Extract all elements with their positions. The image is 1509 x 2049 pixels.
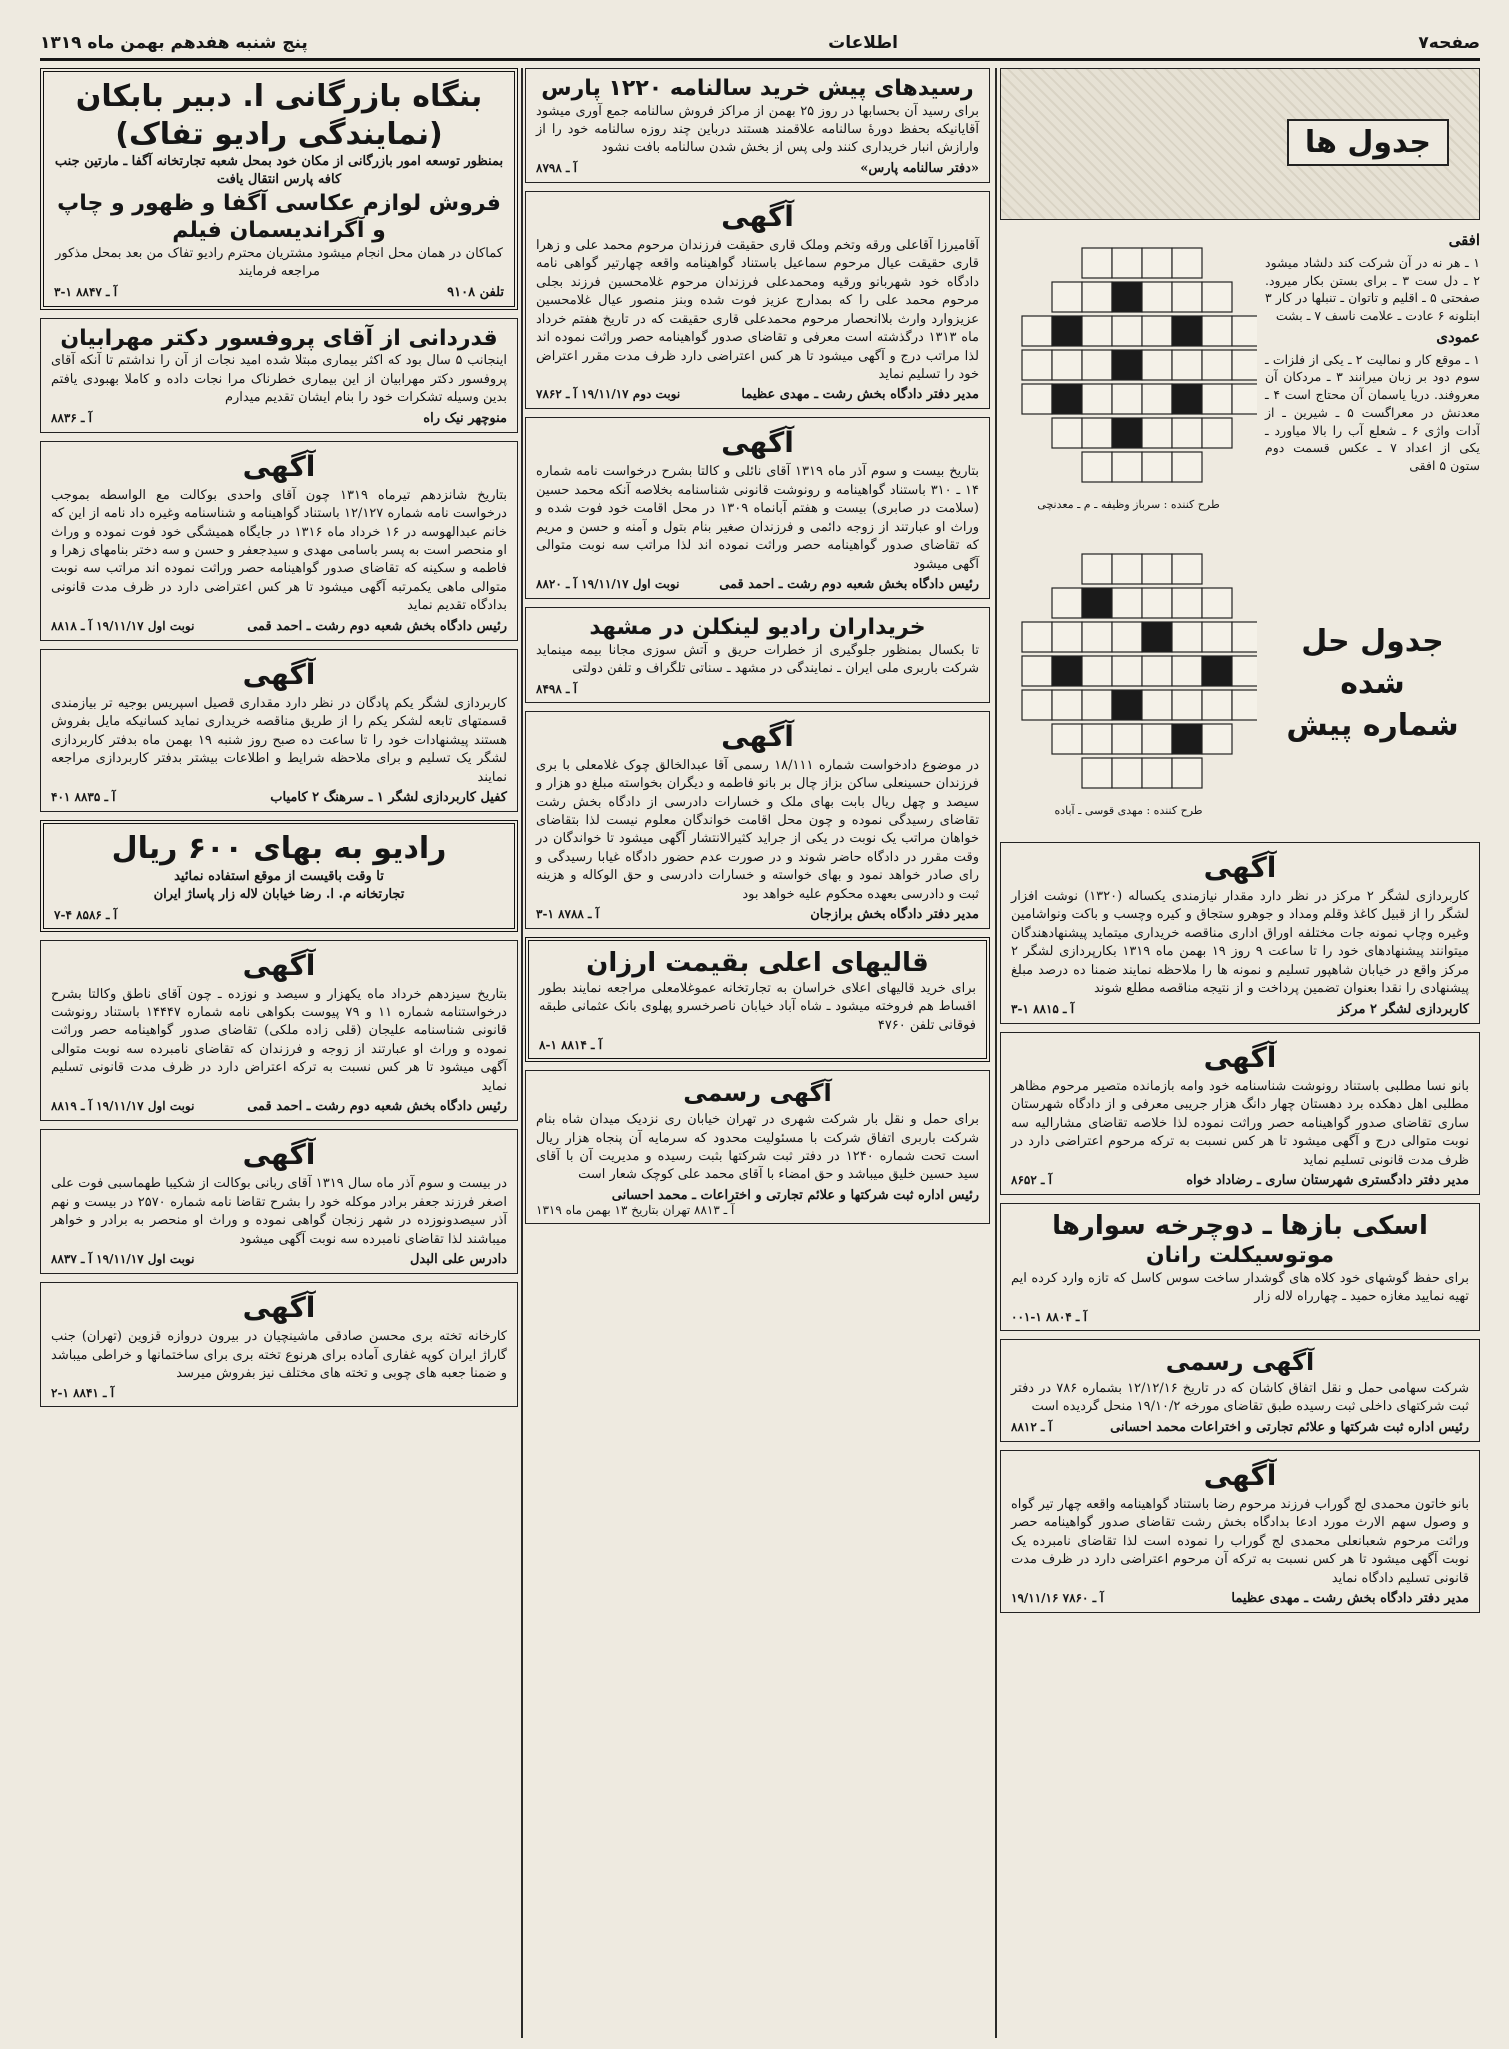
right-column <box>1000 68 1480 1621</box>
grid-cell <box>1202 316 1232 346</box>
left-ad-1-footer <box>54 285 504 300</box>
left-ad-2-sign: منوچهر نیک راه <box>423 410 507 426</box>
mid-ad-4 <box>525 607 990 702</box>
right-ad-1-code: آ ـ ۸۸۱۵ ۱-۳ <box>1011 1001 1075 1016</box>
mid-ad-2-sign: مدیر دفتر دادگاه بخش رشت ـ مهدی عظیما <box>741 387 979 403</box>
left-ad-7 <box>40 1129 518 1274</box>
right-ad-3-footer <box>1011 1310 1469 1324</box>
grid-cell <box>1052 384 1082 414</box>
right-ad-5-text: بانو خاتون محمدی لج گوراب فرزند مرحوم رضا باستناد گواهینامه واقعه چهار تیر گواه و وصول سهم الارث مورد ادعا بدادگاه بخش رشت تقاضای صدور گواهینامه حصر وراثت مرحوم شعبانعلی محمدی لج گوراب را نموده است لذا تقاضای نامبرده یک نوبت آگهی میشود تا هر کس نسبت به ترکه آن مرحوم اعتراضی دارد در ظرف مدت قانونی تسلیم دادگاه نماید <box>1011 1496 1469 1586</box>
grid-cell <box>1052 350 1082 380</box>
mid-ad-1 <box>525 68 990 183</box>
grid-cell <box>1052 724 1082 754</box>
left-ad-8 <box>40 1282 518 1407</box>
grid-cell <box>1202 656 1232 686</box>
mid-ad-3 <box>525 417 990 599</box>
grid-cell <box>1082 384 1112 414</box>
mid-ad-3-code: نوبت اول ۱۹/۱۱/۱۷ آ ـ ۸۸۲۰ <box>536 577 680 592</box>
grid-cell <box>1112 248 1142 278</box>
left-ad-7-text: در بیست و سوم آذر ماه سال ۱۳۱۹ آقای ربانی بوکالت از شکیبا طهماسبی فوت علی اصغر فرزند جعفر برادر موکله خود را بشرح تقاضا نامه شماره ۲۵۷۰ در بیست و نهم آذر سیصدونوزده در شهر زنجان گواهی نموده و وراث او منحصر به برادر و خواهر میباشند لذا تقاضای نامبرده سه نوبت آگهی میشود <box>51 1176 507 1247</box>
left-ad-5-code: آ ـ ۸۵۸۶ ۴-۷ <box>54 907 118 922</box>
right-ad-5-code: آ ـ ۷۸۶۰ ۱۹/۱۱/۱۶ <box>1011 1591 1104 1606</box>
mid-ad-3-sign: رئیس دادگاه بخش شعبه دوم رشت ـ احمد قمی <box>719 577 979 593</box>
solved-credit: طرح کننده : مهدی قوسی ـ آباده <box>1054 804 1203 817</box>
right-ad-1-footer <box>1011 1002 1469 1017</box>
crossword-grid <box>1007 228 1257 498</box>
left-ad-2 <box>40 318 518 433</box>
left-ad-1 <box>40 68 518 310</box>
mid-ad-1-code: آ ـ ۸۷۹۸ <box>536 160 577 175</box>
mid-ad-3-title: آگهی <box>721 426 794 460</box>
left-ad-4-sign: کفیل کاربردازی لشگر ۱ ـ سرهنگ ۲ کامیاب <box>270 790 507 806</box>
mid-ad-6-code: آ ـ ۸۸۱۴ ۱-۸ <box>539 1038 603 1053</box>
left-ad-3 <box>40 441 518 641</box>
mid-ad-2-title: آگهی <box>721 199 794 233</box>
grid-cell <box>1172 554 1202 584</box>
mid-ad-4-text: تا بکسال بمنظور جلوگیری از خطرات حریق و آتش سوزی مجانا بیمه مینماید شرکت باربری ملی ایران ـ نمایندگی در مشهد ـ سناتی تلگراف و تلفن دولتی <box>536 642 979 677</box>
left-ad-1-text2: کماکان در همان محل انجام میشود مشتریان محترم رادیو تفاک من بعد بمحل مذکور مراجعه فرمایند <box>55 245 503 280</box>
grid-cell <box>1232 350 1257 380</box>
left-ad-1-title: بنگاه بازرگانی ا. دبیر بابکان <box>75 79 483 114</box>
right-ad-2-text: بانو نسا مطلبی باستناد رونوشت شناسنامه خود وامه بازمانده متصیر مرحوم مظاهر مطلبی اهل دهکده برد دهستان چهار دانگ هزار جریبی معرفی و از دادگاه شهرستان ساری تقاضای صدور گواهینامه حصر وراثت نموده لذا خلاصه تقاضای مشارالیه سه نوبت متوالی درج و آگهی میشود تا هر کس نسبت به ترکه مرحوم اعتراضی دارد در ظرف مدت قانونی تسلیم نماید <box>1011 1078 1469 1168</box>
grid-cell <box>1112 724 1142 754</box>
mid-ad-5-title: آگهی <box>721 719 794 753</box>
grid-cell <box>1082 724 1112 754</box>
crossword-grid-wrap <box>1000 228 1257 528</box>
grid-cell <box>1202 418 1232 448</box>
left-ad-4-title: آگهی <box>242 657 316 691</box>
grid-cell <box>1112 418 1142 448</box>
right-ad-5-title: آگهی <box>1203 1458 1277 1492</box>
left-ad-5-footer <box>54 908 504 922</box>
grid-cell <box>1022 656 1052 686</box>
right-ad-2 <box>1000 1032 1480 1195</box>
grid-cell <box>1142 350 1172 380</box>
left-ad-5-title: رادیو به بهای ۶۰۰ ریال <box>111 831 447 867</box>
mid-ad-5-footer <box>536 907 979 922</box>
left-ad-8-title: آگهی <box>242 1291 316 1325</box>
mid-ad-7-title: آگهی رسمی <box>683 1079 832 1108</box>
across-clues: ۱ ـ هر نه در آن شرکت کند دلشاد میشود ۲ ـ دل ست ۳ ـ برای بستن بکار میرود. صفحتی ۵ ـ اقلیم و تاتوان ـ تنبلها در کار ۳ ابتلونه ۶ عادت ـ علامت ناسف ۷ ـ بشت <box>1265 254 1480 323</box>
left-ad-8-code: آ ـ ۸۸۴۱ ۱-۲ <box>51 1386 115 1401</box>
grid-cell <box>1202 588 1232 618</box>
grid-cell <box>1082 452 1112 482</box>
grid-cell <box>1052 656 1082 686</box>
crossword-title: جدول ها <box>1287 119 1449 166</box>
grid-cell <box>1172 384 1202 414</box>
left-ad-2-title: قدردانی از آقای پروفسور دکتر مهرابیان <box>60 325 498 351</box>
left-ad-2-text: اینجانب ۵ سال بود که اکثر بیماری مبتلا شده امید نجات از آن را نداشتم تا آنکه آقای پروفسور دکتر مهرابیان از این بیماری خطرناک مرا نجات داده و کاملا بهبودی یافتم بدین وسیله تشکرات خود را بنام ایشان تقدیم میدارم <box>51 353 507 406</box>
crossword-clues <box>1265 228 1480 528</box>
grid-cell <box>1172 316 1202 346</box>
grid-cell <box>1082 656 1112 686</box>
mid-ad-4-title: خریداران رادیو لینکلن در مشهد <box>589 615 926 641</box>
grid-cell <box>1082 554 1112 584</box>
grid-cell <box>1142 656 1172 686</box>
left-ad-3-code: نوبت اول ۱۹/۱۱/۱۷ آ ـ ۸۸۱۸ <box>51 618 195 633</box>
mid-ad-7-sign: رئیس اداره ثبت شرکتها و علائم تجارتی و اختراعات ـ محمد احسانی <box>611 1187 979 1203</box>
grid-cell <box>1112 452 1142 482</box>
mid-ad-2 <box>525 191 990 410</box>
right-ad-3 <box>1000 1203 1480 1331</box>
left-ad-1-text: بمنظور توسعه امور بازرگانی از مکان خود بمحل شعبه تجارتخانه آگفا ـ مارتین جنب کافه پارس انتقال یافت <box>54 154 504 188</box>
grid-cell <box>1022 690 1052 720</box>
grid-cell <box>1142 452 1172 482</box>
grid-cell <box>1082 350 1112 380</box>
grid-cell <box>1082 588 1112 618</box>
grid-cell <box>1112 350 1142 380</box>
left-ad-3-footer <box>51 619 507 634</box>
grid-cell <box>1082 282 1112 312</box>
grid-cell <box>1232 690 1257 720</box>
right-ad-4-code: آ ـ ۸۸۱۲ <box>1011 1419 1052 1434</box>
mid-ad-7 <box>525 1070 990 1224</box>
left-ad-8-footer <box>51 1386 507 1400</box>
mid-ad-6-footer <box>539 1038 976 1052</box>
mid-ad-7-footer <box>536 1188 979 1203</box>
right-ad-2-title: آگهی <box>1203 1040 1277 1074</box>
grid-cell <box>1232 316 1257 346</box>
mid-ad-7-code: آ ـ ۸۸۱۳ تهران بتاریخ ۱۳ بهمن ماه ۱۳۱۹ <box>536 1202 735 1217</box>
right-ad-4-title: آگهی رسمی <box>1165 1347 1315 1376</box>
grid-cell <box>1052 418 1082 448</box>
grid-cell <box>1082 316 1112 346</box>
crossword-section <box>1000 228 1480 528</box>
mid-ad-5-text: در موضوع دادخواست شماره ۱۸/۱۱۱ رسمی آقا عبدالخالق چوک غلامعلی با بری فرزندان حسینعلی ساکن بزاز چال بر بانو فاطمه و دیگران بخواسته مبلغ دو هزار و سیصد و چهل ریال بابت بهای ملک و خسارات دادرسی از دادگاه بخش رشت تقاضای رسیدگی نموده و چون محل اقامت خواندگان معلوم نیست لذا بتقاضای خواهان مراتب یک نوبت در یکی از جراید کثیرالانتشار آگهی میشود تا خواندگان در وقت مقرر در دادگاه حاضر شوند و در صورت عدم حضور دادگاه غیابا رسیدگی و رای صادر خواهد نمود و بهای خواسته و خسارات دادرسی و حق الوکاله و هزینه ثبت و دادرسی بعهده محکوم علیه خواهد بود <box>536 757 979 902</box>
grid-cell <box>1052 316 1082 346</box>
left-ad-1-code: آ ـ ۸۸۴۷ ۱-۳ <box>54 284 118 299</box>
grid-cell <box>1082 622 1112 652</box>
left-ad-3-title: آگهی <box>242 449 316 483</box>
left-ad-7-footer <box>51 1252 507 1267</box>
down-heading: عمودی <box>1436 327 1480 346</box>
grid-cell <box>1112 554 1142 584</box>
grid-cell <box>1172 248 1202 278</box>
grid-cell <box>1202 384 1232 414</box>
left-ad-4-footer <box>51 790 507 805</box>
right-ad-1-title: آگهی <box>1203 851 1277 884</box>
left-ad-7-sign: دادرس علی البدل <box>409 1252 507 1268</box>
left-ad-3-sign: رئیس دادگاه بخش شعبه دوم رشت ـ احمد قمی <box>247 618 507 634</box>
grid-cell <box>1082 690 1112 720</box>
mid-ad-2-text: آقامیرزا آقاعلی ورقه وتخم وملک قاری حقیقت فرزندان مرحوم محمد علی و زهرا قاری حقیقت عیال مرحوم سماعیل باستناد گواهینامه واقعه چهارتیر گواهی نامه دادگاه خود شهربانو ورقیه ومحمدعلی فرزندان مرحوم غلامحسین فرزند بجلی مرحوم محمد علی را که بمدارج عزیز فوت شده وبنز منصور عیال غلامحسین عزیزوارد وارث بلاانحصار مرحوم محمدعلی قاری حقیقت که در تاریخ هفتم خرداد ماه ۱۳۱۳ درگذشته است معرفی و تقاضای صدور گواهینامه حصر وراثت نموده اند لذا مراتب درج و آگهی میشود تا هر کس اعتراضی دارد ظرف مدت مقرر اعتراض خود را تسلیم نماید <box>536 237 979 383</box>
right-ad-5 <box>1000 1450 1480 1613</box>
grid-cell <box>1142 690 1172 720</box>
left-ad-6 <box>40 940 518 1122</box>
grid-cell <box>1082 418 1112 448</box>
grid-cell <box>1232 622 1257 652</box>
right-ad-4-text: شرکت سهامی حمل و نقل اتفاق کاشان که در تاریخ ۱۲/۱۲/۱۶ بشماره ۷۸۶ در دفتر ثبت شرکتهای داخلی ثبت رسیده طبق تقاضای مورخه ۱۹/۱۰/۲ منحل گردیده است <box>1011 1380 1470 1415</box>
mid-ad-6-text: برای خرید قالیهای اعلای خراسان به تجارتخانه عموغلامعلی مراجعه نمایند بطور اقساط هم فروخته میشود ـ شاه آباد خیابان ناصرخسرو پهلوی بانک عثمانی طبقه فوقانی تلفن ۴۷۶۰ <box>539 980 976 1033</box>
left-ad-2-code: آ ـ ۸۸۳۶ <box>51 410 92 425</box>
mid-ad-5 <box>525 711 990 930</box>
left-ad-2-footer <box>51 411 507 426</box>
left-ad-6-text: بتاریخ سیزدهم خرداد ماه یکهزار و سیصد و نوزده ـ چون آقای ناطق وکالتا بشرح درخواستنامه شماره ۱۱ و ۷۹ پیوست بکواهی نامه شماره ۱۴۴۴۷ باستناد رونوشت قانونی شناسنامه علیجان (قلی زاده ملکی) تقاضای صدور گواهینامه حصر وراثت نموده و وراث او عبارتند از زوجه و فرزندان که تقاضای نامبرده سه نوبت متوالی آگهی میشود تا هر کس نسبت به ترکه اعتراض دارد در ظرف مدت قانونی تسلیم نماید <box>51 986 507 1094</box>
crossword-credit: طرح کننده : سرباز وظیفه ـ م ـ معدنچی <box>1037 498 1220 511</box>
grid-cell <box>1052 588 1082 618</box>
left-ad-6-sign: رئیس دادگاه بخش شعبه دوم رشت ـ احمد قمی <box>247 1099 507 1115</box>
solved-title-line2: شماره پیش <box>1286 708 1459 743</box>
page-number: صفحه۷ <box>1418 33 1480 53</box>
grid-cell <box>1232 656 1257 686</box>
left-ad-6-title: آگهی <box>242 948 316 982</box>
right-ad-2-footer <box>1011 1173 1469 1188</box>
right-ad-2-code: آ ـ ۸۶۵۲ <box>1011 1172 1052 1187</box>
mid-ad-6-title: قالیهای اعلی بقیمت ارزان <box>586 948 929 979</box>
mid-ad-1-text: برای رسید آن بحسابها در روز ۲۵ بهمن از مراکز فروش سالنامه جمع آوری میشود آقایانیکه بحفظ دورهٔ سالنامه علاقمند هستند درباین چند روزه سالنامه خود را از وارازش انبار خریداری کنند ولی پس از بخش شدن سالنامه بافت نشود <box>536 103 979 156</box>
solved-grid <box>1007 534 1257 804</box>
grid-cell <box>1112 384 1142 414</box>
grid-cell <box>1202 690 1232 720</box>
grid-cell <box>1022 384 1052 414</box>
grid-cell <box>1112 622 1142 652</box>
grid-cell <box>1112 758 1142 788</box>
left-ad-7-title: آگهی <box>242 1138 316 1172</box>
mid-ad-1-footer <box>536 161 979 176</box>
mid-ad-5-code: آ ـ ۸۷۸۸ ۱-۳ <box>536 907 600 922</box>
grid-cell <box>1052 622 1082 652</box>
right-ad-1 <box>1000 842 1480 1024</box>
grid-cell <box>1112 690 1142 720</box>
grid-cell <box>1142 724 1172 754</box>
solved-grid-wrap <box>1000 534 1257 834</box>
right-ad-1-sign: کاربردازی لشگر ۲ مرکز <box>1337 1001 1469 1017</box>
grid-cell <box>1022 350 1052 380</box>
left-ad-7-code: نوبت اول ۱۹/۱۱/۱۷ آ ـ ۸۸۳۷ <box>51 1252 195 1267</box>
left-ad-1-subtitle: (نمایندگی رادیو تفاک) <box>115 116 443 152</box>
left-ad-1-highlight: فروش لوازم عکاسی آگفا و ظهور و چاپ و آگراندیسمان فیلم <box>57 190 501 244</box>
left-column <box>40 68 518 1415</box>
right-ad-5-footer <box>1011 1591 1469 1606</box>
left-ad-3-text: بتاریخ شانزدهم تیرماه ۱۳۱۹ چون آقای واحدی بوکالت مع الواسطه بموجب درخواست نامه شماره ۱۲/۱۲۷ باستناد گواهینامه و شناسنامه وغیره داد نامه از این که خانم عبدالهوسه در ۱۶ خرداد ماه ۱۳۱۶ در جایگاه همیشگی خود فوت نموده و وراث او منحصر است به پسر باسامی مهدی و سیدجعفر و حسن و سه دختر بنامهای زهرا و فاطمه و سکینه که تقاضای صدور گواهینامه حصر وراثت نموده اند مراتب سه نوبت متوالی ماهی یکمرتبه آگهی میشود تا هر کس اعتراضی دارد در ظرف مدت قانونی بدادگاه تقدیم نماید <box>51 487 507 614</box>
grid-cell <box>1172 758 1202 788</box>
grid-cell <box>1202 622 1232 652</box>
mid-ad-5-sign: مدیر دفتر دادگاه بخش برازجان <box>810 907 979 923</box>
grid-cell <box>1172 622 1202 652</box>
mid-ad-4-code: آ ـ ۸۴۹۸ <box>536 681 577 696</box>
paper-name: اطلاعات <box>828 33 898 53</box>
mid-ad-3-footer <box>536 577 979 592</box>
left-ad-4 <box>40 649 518 812</box>
grid-cell <box>1112 282 1142 312</box>
grid-cell <box>1172 452 1202 482</box>
grid-cell <box>1082 248 1112 278</box>
right-ad-3-title: اسکی بازها ـ دوچرخه سوارها <box>1052 1210 1428 1241</box>
mid-ad-7-text: برای حمل و نقل بار شرکت شهری در تهران خیابان ری نزدیک میدان شاه بنام شرکت باربری اتفاق شرکت با مسئولیت محدود که سرمایه آن پنجاه هزار ریال است تحت شماره ۱۲۴۰ در دفتر ثبت شرکتها بثبت رسیده و مدیریت آن با آقای سید حسین خلیق میباشد و حق امضاء با آقای محمد علی کوچک شعار است <box>536 1112 979 1183</box>
column-divider-right <box>995 68 997 2038</box>
grid-cell <box>1112 656 1142 686</box>
grid-cell <box>1202 724 1232 754</box>
crossword-header <box>1000 68 1480 220</box>
solved-title-wrap <box>1265 534 1480 834</box>
grid-cell <box>1112 588 1142 618</box>
right-ad-3-text: برای حفظ گوشهای خود کلاه های گوشدار ساخت سوس کاسل که تازه وارد کرده ایم تهیه نمایید مغازه حمید ـ چهارراه لاله زار <box>1011 1270 1469 1305</box>
grid-cell <box>1112 316 1142 346</box>
right-ad-3-subtitle: موتوسیکلت رانان <box>1145 1243 1335 1269</box>
grid-cell <box>1142 418 1172 448</box>
grid-cell <box>1232 384 1257 414</box>
grid-cell <box>1172 690 1202 720</box>
left-ad-5-text1: تا وقت باقیست از موقع استفاده نمائید <box>174 868 384 884</box>
issue-date: پنج شنبه هفدهم بهمن ماه ۱۳۱۹ <box>40 33 308 53</box>
right-ad-4-footer <box>1011 1420 1469 1435</box>
grid-cell <box>1142 622 1172 652</box>
grid-cell <box>1142 384 1172 414</box>
grid-cell <box>1022 622 1052 652</box>
right-ad-3-code: آ ـ ۸۸۰۴ ۱-۰۰۱ <box>1011 1309 1087 1324</box>
grid-cell <box>1022 316 1052 346</box>
mid-ad-3-text: بتاریخ بیست و سوم آذر ماه ۱۳۱۹ آقای نائلی و کالتا بشرح درخواست نامه شماره ۱۴ ـ ۳۱۰ باستناد گواهینامه و رونوشت قانونی شناسنامه بخلاصه آنکه محمد حسین (سلامت در صابری) بیست و هفتم آبانماه ۱۳۰۹ در محل اقامت خود فوت شده و وراث او عبارتند از زوجه دائمی و فرزندان صغیر بنام بتول و آمنه و حسن و مریم که تقاضای صدور گواهینامه حصر وراثت نموده اند لذا مراتب سه نوبت متوالی آگهی میشود <box>536 464 980 572</box>
mid-ad-6 <box>525 937 990 1062</box>
grid-cell <box>1172 282 1202 312</box>
mid-ad-2-code: نوبت دوم ۱۹/۱۱/۱۷ آ ـ ۷۸۶۲ <box>536 387 681 402</box>
grid-cell <box>1142 282 1172 312</box>
left-ad-8-text: کارخانه تخته بری محسن صادقی ماشینچیان در بیرون دروازه قزوین (تهران) جنب گاراژ ایران کوپه غفاری آماده برای هرنوع تخته بری برای ساختمانها و خراطی میباشد و ضمنا جعبه های چوبی و تخته های مختلف نیز بفروش میرسد <box>51 1329 507 1381</box>
grid-cell <box>1142 758 1172 788</box>
grid-cell <box>1052 282 1082 312</box>
grid-cell <box>1142 588 1172 618</box>
solved-title-line1: جدول حل شده <box>1301 624 1444 701</box>
right-ad-2-sign: مدیر دفتر دادگستری شهرستان ساری ـ رضاداد خواه <box>1186 1172 1469 1188</box>
grid-cell <box>1142 316 1172 346</box>
left-ad-5 <box>40 820 518 931</box>
right-ad-5-sign: مدیر دفتر دادگاه بخش رشت ـ مهدی عظیما <box>1231 1591 1469 1607</box>
grid-cell <box>1172 418 1202 448</box>
masthead <box>40 28 1480 61</box>
grid-cell <box>1142 248 1172 278</box>
down-clues: ۱ ـ موقع کار و نمالیت ۲ ـ یکی از فلزات ـ سوم دود بر زبان میرانند ۳ ـ مردکان آن معروفند. دریا یاسمان آن محتاج است ۴ ـ معدنش در معراگست ۵ ـ شیرین ـ از آدات واژی ۶ ـ شعلع آب را بالا میاورد ـ یکی از اعداد ۷ ـ عکس قسمت دوم ستون ۵ افقی <box>1265 351 1480 473</box>
mid-ad-1-title: رسیدهای پیش خرید سالنامه ۱۲۲۰ پارس <box>541 76 974 101</box>
solved-section <box>1000 534 1480 834</box>
left-ad-6-code: نوبت اول ۱۹/۱۱/۱۷ آ ـ ۸۸۱۹ <box>51 1099 195 1114</box>
left-ad-4-text: کاربردازی لشگر یکم پادگان در نظر دارد مقداری قصیل اسپریس بوجیه تر بیازمندی قسمتهای تابعه لشکر یکم را از طریق مناقصه خریداری نماید کسانیکه مایل بفروش هستند پیشنهادات خود را تا ساعت ده صبح روز شنبه ۱۹ بهمن ماه بدفتر کاربردازی لشگر یک تسلیم و برای ملاحظه شرایط و اطلاعات بیشتر بدفتر کاربردازی مراجعه نمایند <box>51 695 507 785</box>
left-ad-5-text2: تجارتخانه م. ا. رضا خیابان لاله زار پاساژ ایران <box>153 887 405 903</box>
left-ad-4-code: آ ـ ۸۸۳۵ ۴۰۱ <box>51 790 116 805</box>
grid-cell <box>1202 350 1232 380</box>
right-ad-4-sign: رئیس اداره ثبت شرکتها و علائم تجارتی و اختراعات محمد احسانی <box>1110 1419 1469 1435</box>
left-ad-1-phone: تلفن ۹۱۰۸ <box>447 284 504 300</box>
mid-ad-2-footer <box>536 387 979 402</box>
grid-cell <box>1082 758 1112 788</box>
grid-cell <box>1172 588 1202 618</box>
column-divider-left <box>521 68 523 2038</box>
right-ad-4 <box>1000 1339 1480 1442</box>
mid-ad-1-sign: «دفتر سالنامه پارس» <box>860 160 979 176</box>
grid-cell <box>1172 656 1202 686</box>
mid-ad-4-footer <box>536 682 979 696</box>
right-ad-1-text: کاربردازی لشگر ۲ مرکز در نظر دارد مقدار نیازمندی یکساله (۱۳۲۰) نوشت افزار لشگر را از قبیل کاغذ وقلم ومداد و جوهرو ستجاق و کیره وچسب و باکت ونواشامین وغیره وچاپ نمونه جات مختلفه اوراق اداری مناقصه خریداری میتماید پیشنهادهندگان میتوانند پیشنهادهای خود را تا ساعت ۹ روز ۱۹ بهمن ماه ۱۳۱۹ بکارپردازی لشگر ۲ مرکز واقع در خیابان شاهپور تسلیم و نمونه ها را ملاحظه نمایند ضمنا ده درصد مبلغ پیشنهادی را نقدا بعنوان تضمین پرداخت و از نتیجه مناقصه مطلع شوند <box>1011 889 1470 997</box>
left-ad-6-footer <box>51 1099 507 1114</box>
grid-cell <box>1202 282 1232 312</box>
across-heading: افقی <box>1448 231 1480 249</box>
middle-column <box>525 68 990 1232</box>
grid-cell <box>1052 690 1082 720</box>
grid-cell <box>1172 724 1202 754</box>
grid-cell <box>1142 554 1172 584</box>
grid-cell <box>1172 350 1202 380</box>
